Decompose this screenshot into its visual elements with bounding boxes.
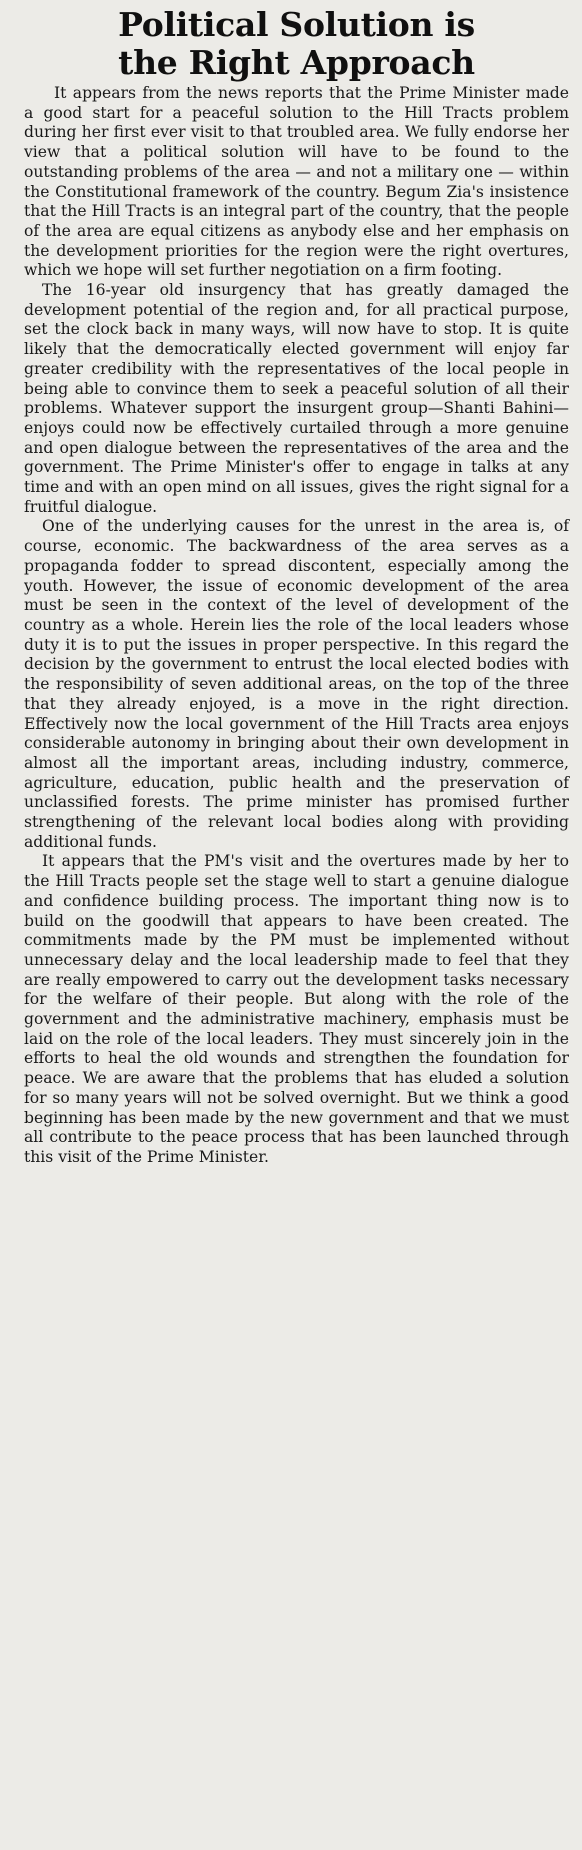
paragraph-2: The 16-year old insurgency that has greatly damaged the development potential of the region and, for all practical purpose, set the clock back in many ways, will now have to stop. It is quite likely that the democratically elected government will enjoy far greater credibility with the representatives of the local people in being able to convince them to seek a peaceful solution of all their problems. Whatever support the insurgent group—Shanti Bahini— enjoys could now be effectively curtailed through a more genuine and open dialogue between the representatives of the area and the government. The Prime Minister's offer to engage in talks at any time and with an open mind on all issues, gives the right signal for a fruitful dialogue.: [24, 281, 569, 516]
article-body: [24, 84, 569, 1168]
headline-line-2: the Right Approach: [118, 43, 475, 82]
paragraph-4: It appears that the PM's visit and the overtures made by her to the Hill Tracts people set the stage well to start a genuine dialogue and confidence building process. The important thing now is to build on the goodwill that appears to have been created. The commitments made by the PM must be implemented without unnecessary delay and the local leadership made to feel that they are really empowered to carry out the development tasks necessary for the welfare of their people. But along with the role of the government and the administrative machinery, emphasis must be laid on the role of the local leaders. They must sincerely join in the efforts to heal the old wounds and strengthen the foundation for peace. We are aware that the problems that has eluded a solution for so many years will not be solved overnight. But we think a good beginning has been made by the new government and that we must all contribute to the peace process that has been launched through this visit of the Prime Minister.: [24, 852, 569, 1166]
paragraph-1: It appears from the news reports that the Prime Minister made a good start for a peaceful solution to the Hill Tracts problem during her first ever visit to that troubled area. We fully endorse her view that a political solution will have to be found to the outstanding problems of the area — and not a military one — within the Constitutional framework of the country. Begum Zia's insistence that the Hill Tracts is an integral part of the country, that the people of the area are equal citizens as anybody else and her emphasis on the development priorities for the region were the right overtures, which we hope will set further negotiation on a firm footing.: [24, 84, 569, 280]
headline-line-1: Political Solution is: [118, 5, 475, 44]
headline: [24, 6, 569, 82]
paragraph-3: One of the underlying causes for the unrest in the area is, of course, economic. The backwardness of the area serves as a propaganda fodder to spread discontent, especially among the youth. However, the issue of economic development of the area must be seen in the context of the level of development of the country as a whole. Herein lies the role of the local leaders whose duty it is to put the issues in proper perspective. In this regard the decision by the government to entrust the local elected bodies with the responsibility of seven additional areas, on the top of the three that they already enjoyed, is a move in the right direction. Effectively now the local government of the Hill Tracts area enjoys considerable autonomy in bringing about their own development in almost all the important areas, including industry, commerce, agriculture, education, public health and the preservation of unclassified forests. The prime minister has promised further strengthening of the relevant local bodies along with providing additional funds.: [24, 517, 569, 851]
